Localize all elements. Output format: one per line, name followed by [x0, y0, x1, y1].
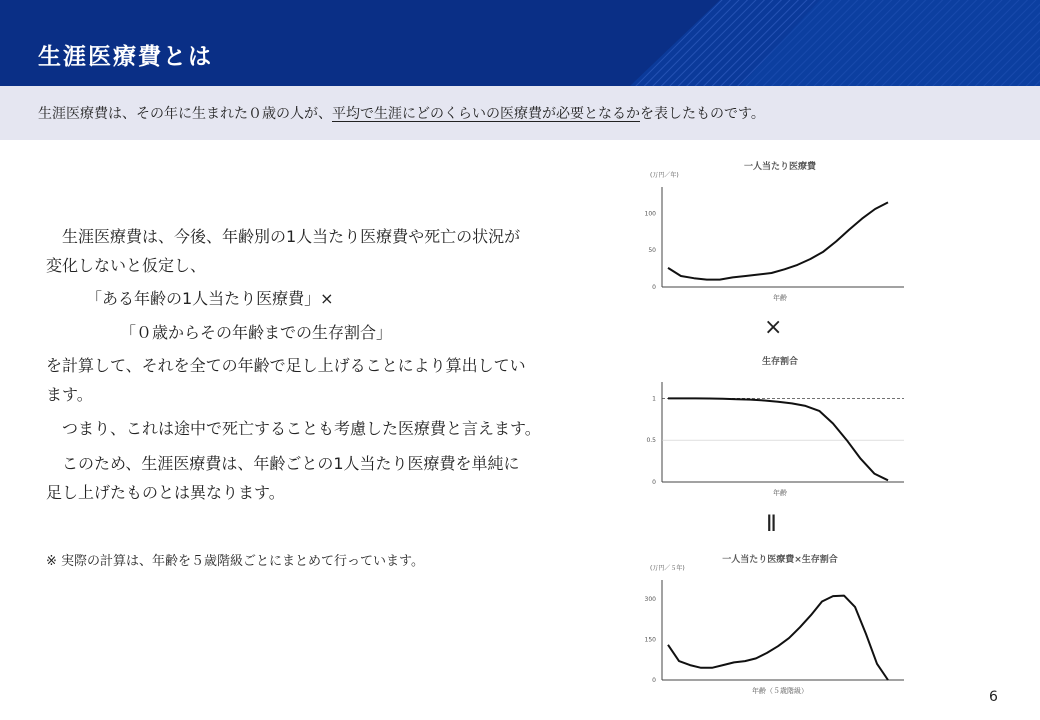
body-line-5: を計算して、それを全ての年齢で足し上げることにより算出してい	[46, 356, 526, 375]
lead-text-part3: を表したものです。	[640, 106, 765, 122]
chart-title: 一人当たり医療費×生存割合	[722, 555, 838, 565]
series-line	[668, 596, 888, 680]
y-tick-label: 1	[652, 395, 656, 403]
body-line-2: 変化しないと仮定し、	[46, 256, 207, 275]
page-title: 生涯医療費とは	[38, 44, 213, 70]
chart-medical-cost-per-person	[640, 155, 920, 305]
chart-title: 生存割合	[761, 357, 799, 367]
lead-text-part1: 生涯医療費は、その年に生まれた０歳の人が、	[38, 106, 332, 122]
y-axis-label: (万円／年)	[650, 172, 679, 179]
series-line	[668, 202, 888, 279]
y-tick-label: 0	[652, 479, 656, 486]
chart-title: 一人当たり医療費	[743, 162, 817, 172]
body-line-7: つまり、これは途中で死亡することも考慮した医療費と言えます。	[46, 419, 541, 438]
x-axis-label: 年齢	[773, 294, 787, 302]
body-formula-1: 「ある年齢の1人当たり医療費」×	[86, 289, 334, 308]
chart-survival-rate	[640, 350, 920, 500]
y-tick-label: 100	[644, 210, 656, 218]
y-axis-label: (万円／５年)	[650, 565, 685, 572]
y-tick-label: 150	[644, 636, 656, 644]
body-formula-2: 「０歳からその年齢までの生存割合」	[120, 323, 393, 342]
times-operator: ×	[764, 315, 783, 340]
chart-cost-times-survival	[640, 548, 920, 698]
page-number: 6	[989, 689, 998, 705]
body-line-8: このため、生涯医療費は、年齢ごとの1人当たり医療費を単純に	[46, 454, 520, 473]
y-tick-label: 0	[652, 284, 656, 291]
y-tick-label: 300	[644, 595, 656, 603]
y-tick-label: 0.5	[646, 437, 656, 445]
x-axis-label: 年齢	[773, 489, 787, 497]
lead-text	[38, 103, 765, 123]
lead-text-underlined: 平均で生涯にどのくらいの医療費が必要となるか	[332, 106, 640, 122]
body-line-1: 生涯医療費は、今後、年齢別の1人当たり医療費や死亡の状況が	[46, 227, 521, 246]
y-tick-label: 50	[648, 247, 656, 255]
body-line-9: 足し上げたものとは異なります。	[46, 483, 285, 502]
y-tick-label: 0	[652, 677, 656, 684]
series-line	[668, 398, 888, 480]
header-band	[0, 0, 1040, 86]
body-line-6: ます。	[46, 385, 93, 404]
x-axis-label: 年齢（５歳階級）	[752, 687, 808, 695]
footnote: ※ 実際の計算は、年齢を５歳階級ごとにまとめて行っています。	[46, 554, 424, 569]
equals-operator: Ⅱ	[766, 512, 777, 537]
